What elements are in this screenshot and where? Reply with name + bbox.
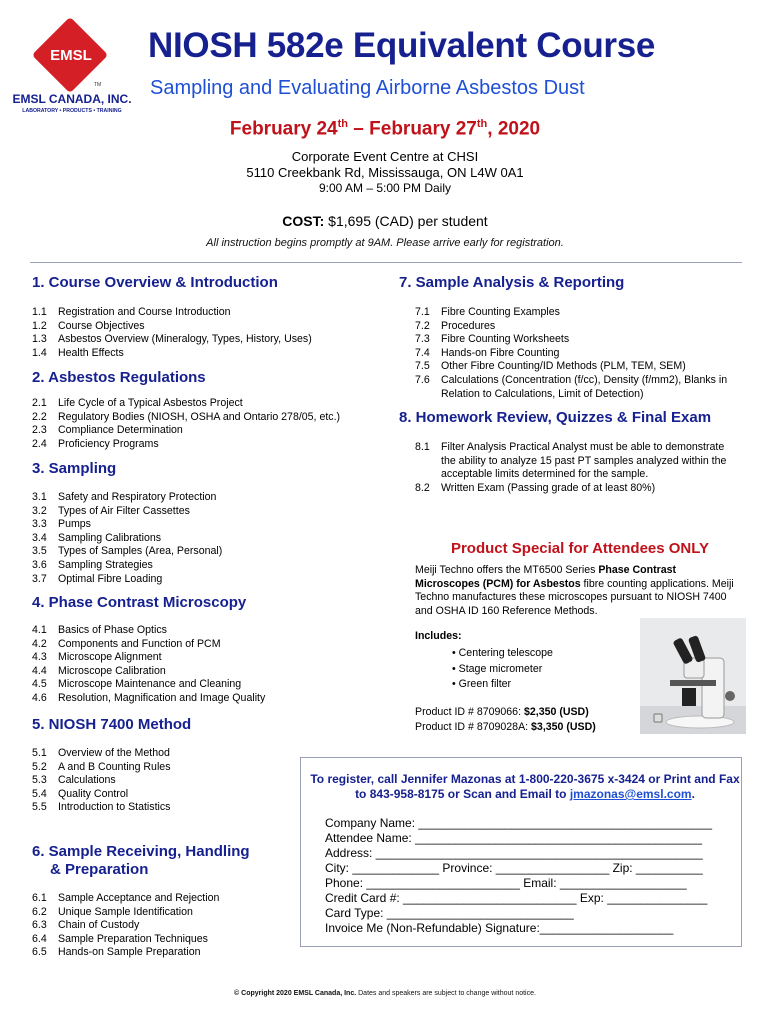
arrival-note: All instruction begins promptly at 9AM. Please arrive early for registration. — [206, 237, 564, 249]
item-number: 6.5 — [32, 946, 47, 959]
list-item — [32, 638, 382, 652]
logo-tm: TM — [94, 82, 102, 88]
item-number: 4.6 — [32, 691, 47, 704]
list-item — [32, 347, 382, 361]
item-number: 6.4 — [32, 932, 47, 945]
item-text: Compliance Determination — [58, 424, 183, 437]
includes-list — [452, 646, 553, 693]
item-text: Fibre Counting Worksheets — [441, 333, 570, 346]
item-text: Hands-on Fibre Counting — [441, 346, 560, 359]
venue: Corporate Event Centre at CHSI — [291, 149, 479, 164]
list-item — [32, 651, 382, 665]
section-2-list — [32, 397, 382, 451]
item-number: 3.6 — [32, 558, 47, 571]
item-text: Health Effects — [58, 346, 124, 359]
form-field-attendee[interactable]: Attendee Name: ___________________________________________ — [325, 831, 703, 845]
item-text: Sampling Calibrations — [58, 531, 162, 544]
list-item — [415, 347, 735, 361]
list-item — [32, 320, 382, 334]
special-title: Product Special for Attendees ONLY — [450, 540, 710, 557]
item-text: Written Exam (Passing grade of at least 80%) — [441, 481, 656, 494]
section-4-title: 4. Phase Contrast Microscopy — [32, 594, 247, 611]
list-item — [32, 678, 382, 692]
page-title: NIOSH 582e Equivalent Course — [148, 26, 656, 65]
item-text: Overview of the Method — [58, 747, 170, 759]
list-item — [415, 482, 735, 496]
item-text: Microscope Alignment — [58, 651, 162, 664]
form-field-company[interactable]: Company Name: ____________________________________________ — [325, 816, 713, 830]
form-field-phone[interactable]: Phone: _______________________ Email: ___________________ — [325, 876, 687, 890]
item-number: 5.2 — [32, 760, 47, 773]
list-item — [415, 441, 735, 482]
list-item — [32, 933, 292, 947]
item-number: 3.3 — [32, 518, 47, 531]
item-text: Asbestos Overview (Mineralogy, Types, History, Uses) — [58, 333, 312, 346]
item-number: 5.1 — [32, 747, 47, 759]
list-item — [32, 397, 382, 411]
item-number: 6.2 — [32, 905, 47, 918]
item-text: Microscope Calibration — [58, 664, 166, 677]
item-number: 4.3 — [32, 651, 47, 664]
list-item — [415, 360, 735, 374]
item-number: 5.4 — [32, 787, 47, 800]
item-text: Hands-on Sample Preparation — [58, 946, 201, 959]
item-text: Sample Acceptance and Rejection — [58, 892, 220, 904]
list-item — [32, 545, 382, 559]
list-item — [32, 491, 382, 505]
item-text: Course Objectives — [58, 319, 145, 332]
item-number: 1.4 — [32, 346, 47, 359]
product-price-2: Product ID # 8709028A: $3,350 (USD) — [415, 721, 596, 733]
item-number: 2.4 — [32, 437, 47, 450]
item-text: Sample Preparation Techniques — [58, 932, 208, 945]
section-6-title-line2: & Preparation — [50, 861, 149, 878]
include-item: • Green filter — [452, 678, 512, 691]
item-text: Types of Samples (Area, Personal) — [58, 545, 223, 558]
item-number: 4.1 — [32, 624, 47, 636]
item-text: Calculations — [58, 774, 116, 787]
item-text: Fibre Counting Examples — [441, 306, 560, 318]
item-text: Resolution, Magnification and Image Quality — [58, 691, 266, 704]
section-6-title: 6. Sample Receiving, Handling — [32, 843, 250, 860]
list-item — [32, 624, 382, 638]
list-item — [32, 559, 382, 573]
item-text: Basics of Phase Optics — [58, 624, 167, 636]
item-text: Filter Analysis Practical Analyst must be able to demonstrate the ability to analyze 15 past PT samples analyzed within the acceptable limits determined for the sample. — [441, 441, 727, 481]
item-text: Optimal Fibre Loading — [58, 572, 163, 585]
microscope-image — [640, 618, 746, 734]
section-1-list — [32, 306, 382, 360]
section-7-list — [415, 306, 735, 401]
course-cost: COST: $1,695 (CAD) per student — [282, 213, 488, 229]
item-text: Introduction to Statistics — [58, 801, 171, 814]
list-item — [32, 906, 292, 920]
list-item — [32, 424, 382, 438]
form-field-invoice[interactable]: Invoice Me (Non-Refundable) Signature:____________________ — [325, 921, 674, 935]
item-text: Other Fibre Counting/ID Methods (PLM, TEM, SEM) — [441, 360, 686, 373]
item-number: 3.7 — [32, 572, 47, 585]
item-number: 4.4 — [32, 664, 47, 677]
list-item — [32, 333, 382, 347]
email-link[interactable]: jmazonas@emsl.com — [569, 787, 692, 801]
item-text: Unique Sample Identification — [58, 905, 193, 918]
special-description: Meiji Techno offers the MT6500 Series Phase Contrast Microscopes (PCM) for Asbestos fibre counting applications. Meiji Techno manufactures these microscopes pursuant to NIOSH 7400 and OSHA ID 160 Reference Methods. — [415, 564, 734, 617]
item-number: 7.2 — [415, 319, 430, 332]
section-1-title: 1. Course Overview & Introduction — [32, 274, 278, 291]
list-item — [32, 505, 382, 519]
item-text: Registration and Course Introduction — [58, 306, 231, 318]
list-item — [32, 892, 292, 906]
item-number: 1.3 — [32, 333, 47, 346]
venue-address: 5110 Creekbank Rd, Mississauga, ON L4W 0A1 — [246, 165, 524, 180]
item-text: Pumps — [58, 518, 91, 531]
product-price-1: Product ID # 8709066: $2,350 (USD) — [415, 706, 589, 718]
registration-instructions: To register, call Jennifer Mazonas at 1-800-220-3675 x-3424 or Print and Fax to 843-958-8175 or Scan and Email to jmazonas@emsl.com. — [310, 772, 740, 801]
item-number: 3.1 — [32, 491, 47, 503]
list-item — [32, 532, 382, 546]
section-3-list — [32, 491, 382, 586]
item-text: Sampling Strategies — [58, 558, 153, 571]
section-6-list — [32, 892, 292, 960]
list-item — [32, 306, 382, 320]
section-7-title: 7. Sample Analysis & Reporting — [399, 274, 625, 291]
item-number: 3.2 — [32, 504, 47, 517]
item-number: 5.3 — [32, 774, 47, 787]
item-number: 2.2 — [32, 410, 47, 423]
section-2-title: 2. Asbestos Regulations — [32, 369, 206, 386]
course-dates: February 24th – February 27th, 2020 — [229, 118, 541, 140]
item-number: 7.4 — [415, 346, 430, 359]
item-number: 1.2 — [32, 319, 47, 332]
list-item — [32, 411, 382, 425]
item-text: Procedures — [441, 319, 496, 332]
item-text: Life Cycle of a Typical Asbestos Project — [58, 397, 243, 409]
company-name: EMSL CANADA, INC. — [12, 92, 132, 106]
list-item — [415, 306, 735, 320]
list-item — [415, 333, 735, 347]
item-text: Components and Function of PCM — [58, 637, 221, 650]
list-item — [415, 374, 735, 401]
item-number: 7.6 — [415, 373, 430, 386]
item-number: 7.3 — [415, 333, 430, 346]
section-8-list — [415, 441, 735, 495]
list-item — [32, 665, 382, 679]
item-text: Calculations (Concentration (f/cc), Density (f/mm2), Blanks in Relation to Calculations, Limit of Detection) — [441, 373, 728, 400]
form-field-city[interactable]: City: _____________ Province: _________________ Zip: __________ — [325, 861, 703, 875]
include-item: • Stage micrometer — [452, 662, 543, 675]
list-item — [32, 518, 382, 532]
item-number: 7.5 — [415, 360, 430, 373]
item-text: Microscope Maintenance and Cleaning — [58, 678, 242, 691]
list-item — [32, 919, 292, 933]
item-number: 5.5 — [32, 801, 47, 814]
company-logo — [12, 15, 142, 115]
item-text: Safety and Respiratory Protection — [58, 491, 217, 503]
item-number: 1.1 — [32, 306, 47, 318]
item-text: Quality Control — [58, 787, 129, 800]
list-item — [32, 438, 382, 452]
list-item — [32, 573, 382, 587]
form-field-address[interactable]: Address: _________________________________________________ — [325, 846, 703, 860]
section-3-title: 3. Sampling — [32, 460, 117, 477]
list-item — [32, 946, 292, 960]
form-field-credit-card[interactable]: Credit Card #: __________________________ Exp: _______________ — [325, 891, 708, 905]
item-number: 7.1 — [415, 306, 430, 318]
item-number: 8.1 — [415, 441, 430, 453]
item-number: 6.3 — [32, 919, 47, 932]
section-5-title: 5. NIOSH 7400 Method — [32, 716, 192, 733]
list-item — [415, 320, 735, 334]
includes-label: Includes: — [415, 630, 462, 642]
footer: © Copyright 2020 EMSL Canada, Inc. Dates and speakers are subject to change without notice. — [234, 990, 536, 997]
item-number: 4.2 — [32, 637, 47, 650]
section-4-list — [32, 624, 382, 706]
item-text: A and B Counting Rules — [58, 760, 171, 773]
item-text: Chain of Custody — [58, 919, 140, 932]
item-number: 8.2 — [415, 481, 430, 494]
section-8-title: 8. Homework Review, Quizzes & Final Exam — [399, 409, 712, 426]
form-field-card-type[interactable]: Card Type: ____________________________ — [325, 906, 574, 920]
item-number: 4.5 — [32, 678, 47, 691]
item-text: Regulatory Bodies (NIOSH, OSHA and Ontario 278/05, etc.) — [58, 410, 341, 423]
divider — [30, 262, 742, 263]
course-hours: 9:00 AM – 5:00 PM Daily — [318, 181, 452, 195]
item-number: 2.1 — [32, 397, 47, 409]
item-text: Types of Air Filter Cassettes — [58, 504, 190, 517]
page-subtitle: Sampling and Evaluating Airborne Asbestos Dust — [150, 77, 585, 99]
item-number: 6.1 — [32, 892, 47, 904]
item-number: 3.5 — [32, 545, 47, 558]
logo-text: EMSL — [50, 47, 92, 64]
item-number: 3.4 — [32, 531, 47, 544]
item-number: 2.3 — [32, 424, 47, 437]
item-text: Proficiency Programs — [58, 437, 159, 450]
list-item — [32, 692, 382, 706]
company-tagline: LABORATORY • PRODUCTS • TRAINING — [22, 108, 122, 114]
include-item: • Centering telescope — [452, 647, 553, 659]
